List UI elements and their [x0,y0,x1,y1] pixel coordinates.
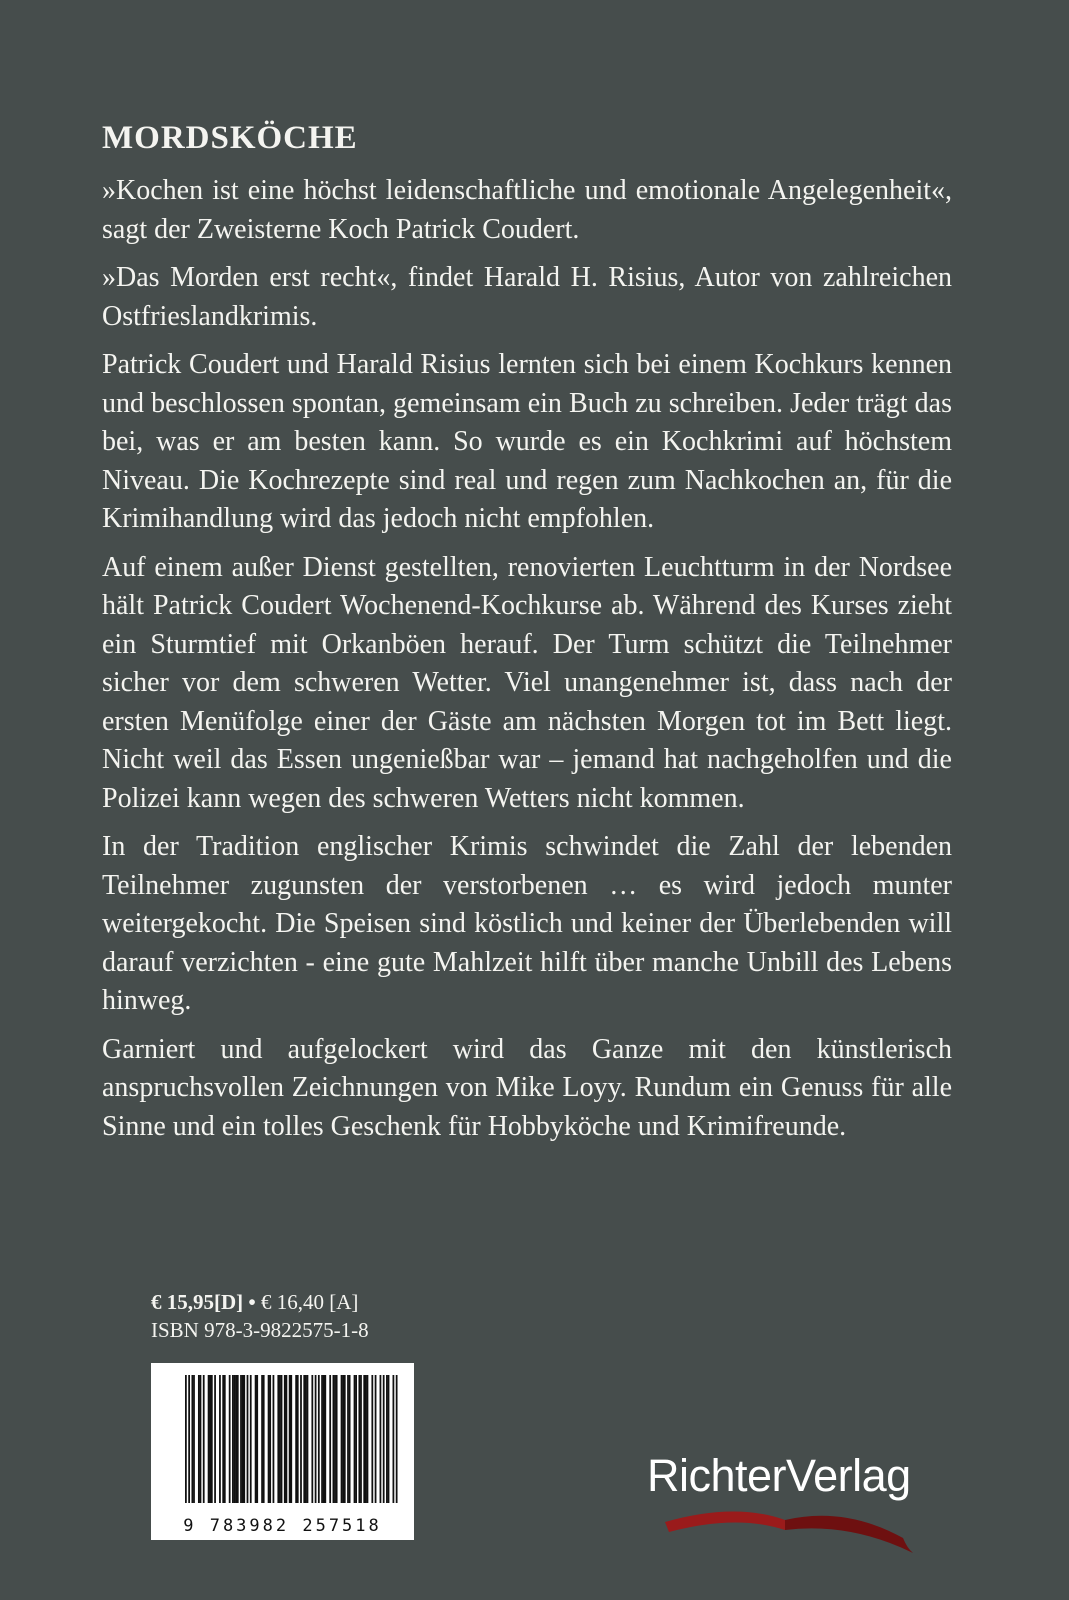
barcode-bar [214,1375,216,1503]
barcode-bar [336,1375,338,1503]
barcode-bars [151,1363,414,1513]
barcode-bar [371,1375,373,1503]
blurb-paragraph: In der Tradition englischer Krimis schwindet die Zahl der lebenden Teilnehmer zugunsten der verstorbenen … es wird jedoch munter weitergekocht. Die Speisen sind köstlich und keiner der Überlebenden will darauf verzichten - eine gute Mahlzeit hilft über manche Unbill des Lebens hinweg. [102,831,952,1016]
barcode-bar [344,1375,346,1503]
barcode-bar [347,1375,349,1503]
barcode-bar [354,1375,356,1503]
barcode-bar [365,1375,367,1503]
isbn-number: ISBN 978-3-9822575-1-8 [151,1318,369,1342]
barcode-bar [311,1375,313,1503]
barcode-bar [268,1375,270,1503]
barcode-bar [242,1375,244,1503]
barcode-bar [349,1375,351,1503]
barcode-bar [375,1375,377,1503]
barcode-digits: 9 783982 257518 [183,1516,382,1536]
barcode-bar [240,1375,242,1503]
barcode-bar [333,1375,335,1503]
barcode-bar [211,1375,213,1503]
price-austria: € 16,40 [A] [261,1290,359,1314]
barcode-bar [315,1375,317,1503]
barcode-bar [305,1375,307,1503]
barcode-bar [396,1375,398,1503]
publisher-logo [645,1450,935,1560]
barcode-bar [261,1375,263,1503]
barcode-bar [273,1375,275,1503]
price-info [151,1288,369,1344]
barcode-bar [200,1375,202,1503]
barcode-bar [247,1375,249,1503]
barcode-bar [383,1375,385,1503]
barcode-bar [386,1375,388,1503]
book-right-page [785,1516,913,1553]
price-separator: • [248,1290,256,1314]
barcode-bar [303,1375,305,1503]
barcode-bar [358,1375,360,1503]
barcode-bar [323,1375,325,1503]
book-title: MORDSKÖCHE [102,120,358,156]
barcode-bar [279,1375,281,1503]
barcode-bar [342,1375,344,1503]
barcode-bar [209,1375,211,1503]
barcode-bar [334,1375,336,1503]
barcode-bar [321,1375,323,1503]
barcode-bar [393,1375,395,1503]
barcode-bar [203,1375,205,1503]
barcode-bar [269,1375,271,1503]
barcode-bar [255,1375,257,1503]
blurb-paragraph: Patrick Coudert und Harald Risius lernten sich bei einem Kochkurs kennen und beschlossen spontan, gemeinsam ein Buch zu schreiben. Jeder trägt das bei, was er am besten kann. So wurde es ein Kochkrimi auf höchstem Niveau. Die Kochrezepte sind real und regen zum Nachkochen an, für die Krimihandlung wird das jedoch nicht empfohlen. [102,349,952,534]
isbn-barcode [151,1363,414,1540]
barcode-bar [198,1375,200,1503]
barcode-bar [318,1375,320,1503]
barcode-bar [363,1375,365,1503]
barcode-bar [388,1375,390,1503]
barcode-bar [290,1375,292,1503]
barcode-bar [188,1375,190,1503]
barcode-bar [307,1375,309,1503]
barcode-bar [219,1375,221,1503]
blurb-paragraph: »Das Morden erst recht«, findet Harald H. Risius, Autor von zahlreichen Ostfrieslandkrimis. [102,262,952,332]
barcode-bar [277,1375,279,1503]
blurb-paragraph: Auf einem außer Dienst gestellten, renovierten Leuchtturm in der Nordsee hält Patrick Coudert Wochenend-Kochkurse ab. Während des Kurses zieht ein Sturmtief mit Orkanböen herauf. Der Turm schützt die Teilnehmer sicher vor dem schweren Wetter. Viel unangenehmer ist, dass nach der ersten Menüfolge einer der Gäste am nächsten Morgen tot im Bett liegt. Nicht weil das Essen ungenießbar war – jemand hat nachgeholfen und die Polizei kann wegen des schweren Wetters nicht kommen. [102,551,952,814]
barcode-bar [300,1375,302,1503]
barcode-bar [329,1375,331,1503]
blurb-paragraph: Garniert und aufgelockert wird das Ganze mit den künstlerisch anspruchsvollen Zeichnungen von Mike Loyy. Rundum ein Genuss für alle Sinne und ein tolles Geschenk für Hobbyköche und Krimifreunde. [102,1033,952,1142]
barcode-bar [243,1375,245,1503]
barcode-bar [367,1375,369,1503]
blurb-text [102,172,952,1156]
barcode-bar [208,1375,210,1503]
barcode-bar [224,1375,226,1503]
publisher-name: RichterVerlag [647,1450,911,1501]
barcode-bar [191,1375,193,1503]
barcode-bar [281,1375,283,1503]
barcode-bar [237,1375,239,1503]
price-germany: € 15,95[D] [151,1290,244,1314]
barcode-bar [284,1375,286,1503]
barcode-bar [232,1375,234,1503]
barcode-bar [355,1375,357,1503]
barcode-bar [341,1375,343,1503]
barcode-bar [234,1375,236,1503]
barcode-bar [380,1375,382,1503]
barcode-bar [193,1375,195,1503]
blurb-paragraph: »Kochen ist eine höchst leidenschaftliche und emotionale Angelegenheit«, sagt der Zweisterne Koch Patrick Coudert. [102,175,952,245]
barcode-bar [295,1375,297,1503]
barcode-bar [235,1375,237,1503]
barcode-bar [263,1375,265,1503]
barcode-bar [297,1375,299,1503]
barcode-bar [360,1375,362,1503]
barcode-bar [185,1375,187,1503]
barcode-bar [256,1375,258,1503]
book-left-page [665,1511,785,1532]
barcode-bar [289,1375,291,1503]
barcode-bar [229,1375,231,1503]
barcode-bar [324,1375,326,1503]
barcode-bar [222,1375,224,1503]
price-line [151,1288,369,1316]
barcode-bar [286,1375,288,1503]
barcode-bar [250,1375,252,1503]
